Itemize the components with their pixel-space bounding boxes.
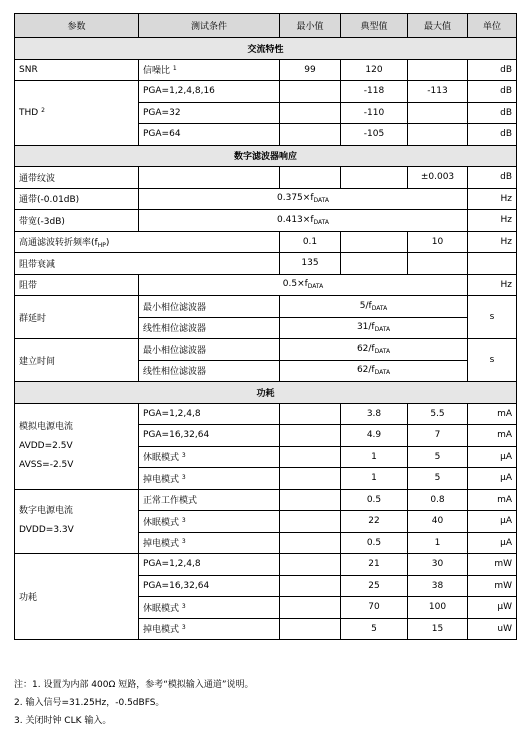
unit-cell: mW (468, 554, 517, 576)
param-cell: 群延时 (15, 296, 139, 339)
unit-cell: dB (468, 124, 517, 146)
cond-cell: PGA=1,2,4,8 (139, 554, 280, 576)
cond-cell: 信噪比 $^1$ (139, 59, 280, 81)
header-cond: 测试条件 (139, 14, 280, 38)
min-cell: 135 (280, 253, 341, 275)
max-cell: 10 (408, 231, 468, 253)
typ-cell: -105 (341, 124, 408, 146)
param-cell: 建立时间 (15, 339, 139, 382)
unit-cell: Hz (468, 231, 517, 253)
cond-cell: PGA=32 (139, 102, 280, 124)
cond-cell: 休眠模式 $^3$ (139, 511, 280, 533)
unit-cell: Hz (468, 274, 517, 296)
typ-cell (341, 253, 408, 275)
cond-cell: PGA=1,2,4,8 (139, 403, 280, 425)
section-ac (15, 38, 517, 60)
table-row (15, 188, 517, 210)
min-cell (280, 124, 341, 146)
unit-cell: mA (468, 489, 517, 511)
table-row (15, 210, 517, 232)
max-cell: 5 (408, 446, 468, 468)
min-cell (280, 167, 341, 189)
typ-cell: 22 (341, 511, 408, 533)
typ-cell (341, 167, 408, 189)
typ-cell: $31/f_{DATA}$ (280, 317, 468, 339)
table-row (15, 554, 517, 576)
cond-cell: 休眠模式 $^3$ (139, 597, 280, 619)
max-cell: 0.8 (408, 489, 468, 511)
typ-cell: $62/f_{DATA}$ (280, 360, 468, 382)
min-cell (280, 575, 341, 597)
cond-cell: 掉电模式 $^3$ (139, 532, 280, 554)
min-cell (280, 618, 341, 640)
param-cell: 高通滤波转折频率$(f_{HP})$ (15, 231, 280, 253)
cond-cell: 线性相位滤波器 (139, 360, 280, 382)
param-cell: SNR (15, 59, 139, 81)
cond-cell: 掉电模式 $^3$ (139, 618, 280, 640)
min-cell (280, 532, 341, 554)
unit-cell: s (468, 339, 517, 382)
header-min: 最小值 (280, 14, 341, 38)
param-cell: 功耗 (15, 554, 139, 640)
min-cell: 99 (280, 59, 341, 81)
typ-cell: 1 (341, 468, 408, 490)
param-cell: 数字电源电流 DVDD=3.3V (15, 489, 139, 554)
min-cell (280, 403, 341, 425)
typ-cell: 120 (341, 59, 408, 81)
param-cell: 通带(-0.01dB) (15, 188, 139, 210)
unit-cell: dB (468, 102, 517, 124)
unit-cell: mW (468, 575, 517, 597)
max-cell: 15 (408, 618, 468, 640)
unit-cell: uW (468, 618, 517, 640)
typ-cell: 0.5 (341, 532, 408, 554)
max-cell (408, 59, 468, 81)
typ-cell: $0.413\times f_{DATA}$ (139, 210, 468, 232)
unit-cell: μA (468, 532, 517, 554)
section-filter (15, 145, 517, 167)
cond-cell: PGA=16,32,64 (139, 575, 280, 597)
min-cell (280, 425, 341, 447)
param-cell: THD $^2$ (15, 81, 139, 146)
typ-cell: $0.375\times f_{DATA}$ (139, 188, 468, 210)
unit-cell: dB (468, 59, 517, 81)
section-title: 功耗 (15, 382, 517, 404)
footnote-3: 3. 关闭时钟 CLK 输入。 (14, 716, 112, 726)
table-row (15, 253, 517, 275)
typ-cell: 5 (341, 618, 408, 640)
cond-cell: 线性相位滤波器 (139, 317, 280, 339)
min-cell (280, 102, 341, 124)
table-row (15, 489, 517, 511)
typ-cell: 1 (341, 446, 408, 468)
param-cell: 带宽(-3dB) (15, 210, 139, 232)
max-cell: 5.5 (408, 403, 468, 425)
param-cell: 通带纹波 (15, 167, 139, 189)
max-cell: 1 (408, 532, 468, 554)
unit-cell: mA (468, 425, 517, 447)
min-cell (280, 511, 341, 533)
section-power (15, 382, 517, 404)
typ-cell: $62/f_{DATA}$ (280, 339, 468, 361)
typ-cell: -118 (341, 81, 408, 103)
unit-cell: μA (468, 511, 517, 533)
cond-cell: PGA=16,32,64 (139, 425, 280, 447)
max-cell: 100 (408, 597, 468, 619)
typ-cell: 70 (341, 597, 408, 619)
cond-cell: 掉电模式 $^3$ (139, 468, 280, 490)
table-row (15, 167, 517, 189)
min-cell (280, 489, 341, 511)
typ-cell: 21 (341, 554, 408, 576)
max-cell (408, 124, 468, 146)
max-cell: 7 (408, 425, 468, 447)
max-cell: ±0.003 (408, 167, 468, 189)
unit-cell: dB (468, 167, 517, 189)
header-row (15, 14, 517, 38)
spec-table (14, 13, 517, 640)
cond-cell: 休眠模式 $^3$ (139, 446, 280, 468)
cond-cell: PGA=1,2,4,8,16 (139, 81, 280, 103)
max-cell: 38 (408, 575, 468, 597)
typ-cell: -110 (341, 102, 408, 124)
max-cell (408, 102, 468, 124)
typ-cell: 4.9 (341, 425, 408, 447)
typ-cell: 3.8 (341, 403, 408, 425)
min-cell (280, 446, 341, 468)
typ-cell: $0.5\times f_{DATA}$ (139, 274, 468, 296)
param-cell: 阻带衰减 (15, 253, 280, 275)
cond-cell: 正常工作模式 (139, 489, 280, 511)
min-cell (280, 597, 341, 619)
unit-cell: s (468, 296, 517, 339)
min-cell: 0.1 (280, 231, 341, 253)
table-row (15, 231, 517, 253)
header-typ: 典型值 (341, 14, 408, 38)
max-cell: 5 (408, 468, 468, 490)
unit-cell: mA (468, 403, 517, 425)
table-row (15, 339, 517, 361)
header-param: 参数 (15, 14, 139, 38)
footnote-1: 注：1. 设置为内部 400Ω 短路，参考“模拟输入通道”说明。 (14, 680, 254, 690)
unit-cell: Hz (468, 188, 517, 210)
max-cell: 30 (408, 554, 468, 576)
min-cell (280, 81, 341, 103)
unit-cell: μA (468, 446, 517, 468)
unit-cell: μW (468, 597, 517, 619)
unit-cell: dB (468, 81, 517, 103)
cond-cell: 最小相位滤波器 (139, 296, 280, 318)
table-row (15, 274, 517, 296)
table-row (15, 296, 517, 318)
table-row (15, 81, 517, 103)
table-row (15, 403, 517, 425)
header-max: 最大值 (408, 14, 468, 38)
footnotes (14, 676, 516, 730)
typ-cell: 0.5 (341, 489, 408, 511)
typ-cell (341, 231, 408, 253)
min-cell (280, 554, 341, 576)
max-cell: -113 (408, 81, 468, 103)
max-cell (408, 253, 468, 275)
max-cell: 40 (408, 511, 468, 533)
header-unit: 单位 (468, 14, 517, 38)
unit-cell (468, 253, 517, 275)
cond-cell: PGA=64 (139, 124, 280, 146)
unit-cell: Hz (468, 210, 517, 232)
param-cell: 模拟电源电流 AVDD=2.5V AVSS=-2.5V (15, 403, 139, 489)
section-title: 数字滤波器响应 (15, 145, 517, 167)
typ-cell: 25 (341, 575, 408, 597)
param-cell: 阻带 (15, 274, 139, 296)
table-row (15, 59, 517, 81)
cond-cell: 最小相位滤波器 (139, 339, 280, 361)
typ-cell: $5/f_{DATA}$ (280, 296, 468, 318)
footnote-2: 2. 输入信号=31.25Hz，-0.5dBFS。 (14, 698, 165, 708)
section-title: 交流特性 (15, 38, 517, 60)
cond-cell (139, 167, 280, 189)
unit-cell: μA (468, 468, 517, 490)
min-cell (280, 468, 341, 490)
